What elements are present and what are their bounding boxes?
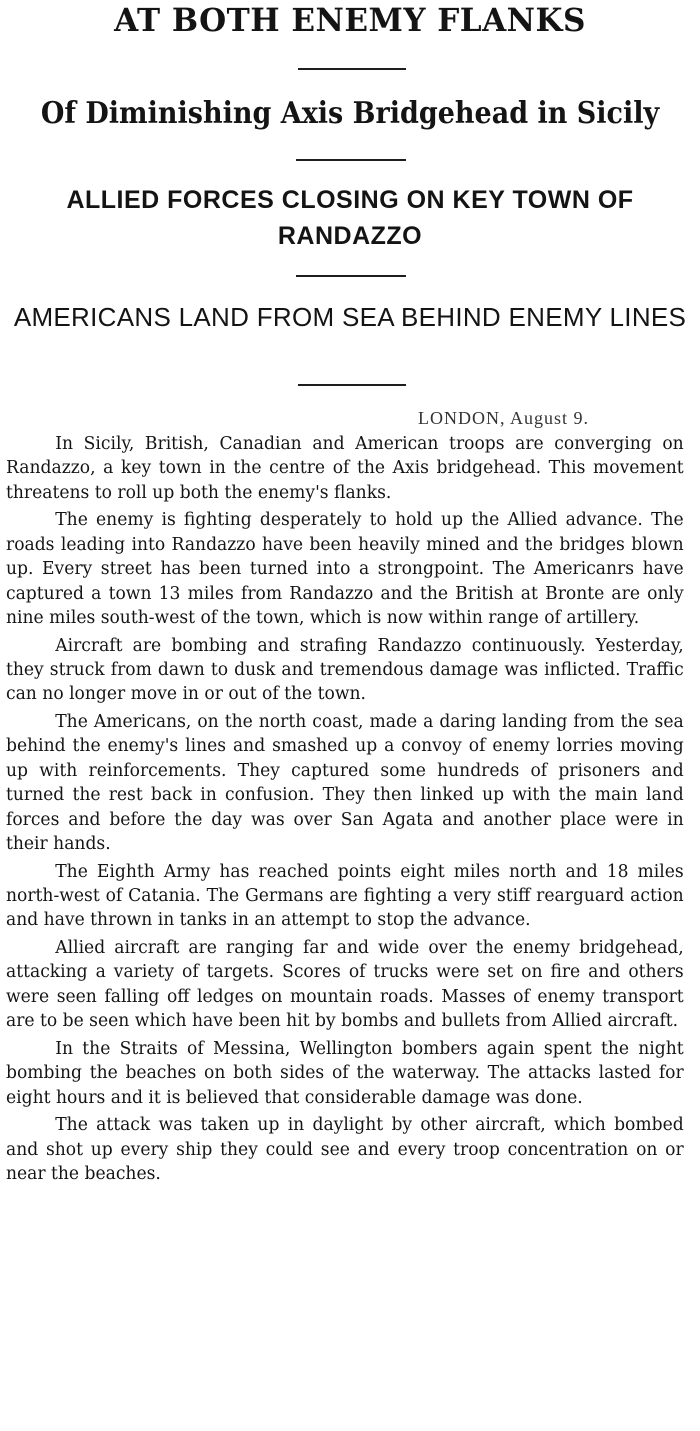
headline-rule (298, 384, 406, 386)
article-paragraph: The Eighth Army has reached points eight miles north and 18 miles north-west of Catania. The Germans are fighting a very stiff rearguard action and have thrown in tanks in an attempt to stop the advance. (6, 861, 684, 931)
article-paragraph: The Americans, on the north coast, made a daring landing from the sea behind the enemy's lines and smashed up a convoy of enemy lorries moving up with reinforcements. They captured some hundreds of prisoners and turned the rest back in confusion. They then linked up with the main land forces and before the day was over San Agata and another place were in their hands. (6, 712, 684, 855)
headline-rule (296, 275, 406, 277)
main-headline: AT BOTH ENEMY FLANKS (114, 1, 586, 39)
headline-rule (296, 159, 406, 161)
dateline: LONDON, August 9. (418, 408, 590, 428)
deck-headline-2: ALLIED FORCES CLOSING ON KEY TOWN OF RANDAZZO (66, 186, 634, 250)
headline-rule (298, 68, 406, 70)
article-paragraph: The attack was taken up in daylight by other aircraft, which bombed and shot up every ship they could see and every troop concentration on or near the beaches. (6, 1115, 684, 1185)
article-paragraph: The enemy is fighting desperately to hold up the Allied advance. The roads leading into Randazzo have been heavily mined and the bridges blown up. Every street has been turned into a strongpoint. The Americanrs have captured a town 13 miles from Randazzo and the British at Bronte are only nine miles south-west of the town, which is now within range of artillery. (6, 510, 684, 629)
article-paragraph: In Sicily, British, Canadian and American troops are converging on Randazzo, a key town in the centre of the Axis bridgehead. This movement threatens to roll up both the enemy's flanks. (6, 434, 684, 503)
article-paragraph: Aircraft are bombing and strafing Randazzo continuously. Yesterday, they struck from dawn to dusk and tremendous damage was inflicted. Traffic can no longer move in or out of the town. (6, 635, 684, 705)
article-body (6, 432, 694, 1190)
deck-headline-3: AMERICANS LAND FROM SEA BEHIND ENEMY LINES (13, 302, 687, 332)
article-paragraph: In the Straits of Messina, Wellington bombers again spent the night bombing the beaches on both sides of the waterway. The attacks lasted for eight hours and it is believed that considerable damage was done. (6, 1038, 684, 1108)
deck-headline-1: Of Diminishing Axis Bridgehead in Sicily (40, 96, 660, 131)
article-paragraph: Allied aircraft are ranging far and wide over the enemy bridgehead, attacking a variety of targets. Scores of trucks were set on fire and others were seen falling off ledges on mountain roads. Masses of enemy transport are to be seen which have been hit by bombs and bullets from Allied aircraft. (6, 938, 684, 1032)
